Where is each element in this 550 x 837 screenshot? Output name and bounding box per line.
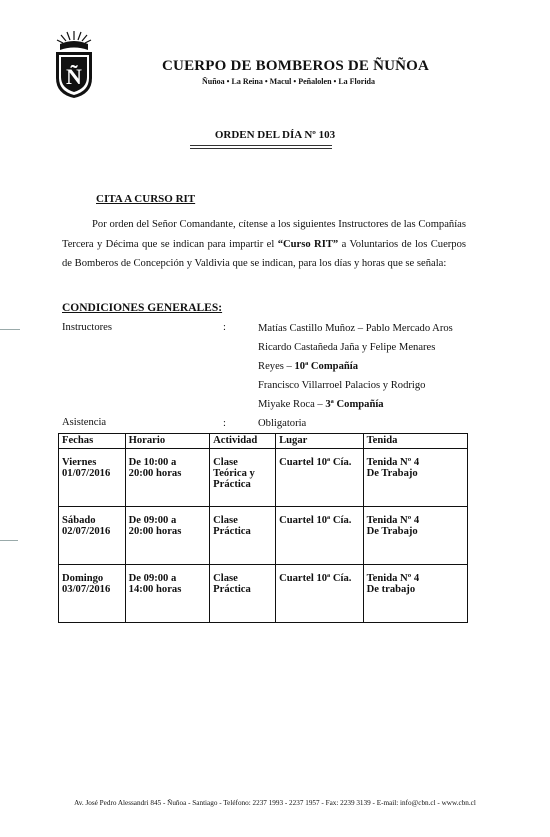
- table-row: [59, 565, 468, 623]
- attire-line: Tenida Nº 4: [366, 573, 420, 584]
- attendance-value: Obligatoria: [258, 418, 307, 429]
- instructors-label: Instructores: [62, 322, 113, 333]
- order-title: ORDEN DEL DÍA Nº 103: [214, 129, 336, 141]
- fire-department-crest-logo: [50, 28, 98, 100]
- activity-line: Clase: [213, 457, 238, 468]
- cell-date: [59, 507, 126, 565]
- instructors-line-2: Ricardo Castañeda Jaña y Felipe Menares: [258, 342, 436, 353]
- cell-place: Cuartel 10ª Cía.: [276, 565, 364, 623]
- schedule-header-row: [59, 434, 468, 449]
- date-value: 02/07/2016: [62, 526, 111, 537]
- schedule-table: [58, 433, 468, 623]
- organization-name: CUERPO DE BOMBEROS DE ÑUÑOA: [162, 58, 430, 74]
- day-name: Viernes: [62, 457, 97, 468]
- instructors-colon: :: [223, 322, 226, 333]
- instructors-line-3: [258, 361, 358, 372]
- cell-time: [125, 565, 210, 623]
- activity-line: Teórica y: [213, 468, 255, 479]
- header-fechas: Fechas: [59, 434, 126, 449]
- cell-attire: [363, 449, 467, 507]
- title-underline-second: [190, 148, 332, 149]
- attire-line: Tenida Nº 4: [366, 457, 420, 468]
- attire-line: De Trabajo: [366, 526, 418, 537]
- intro-part-1: Por orden del Señor Comandante, cítense a los siguientes Instructores de las Compañías Tercera y Décima que se indican para impartir el: [62, 219, 466, 250]
- footer-contact: Av. José Pedro Alessandri 845 - Ñuñoa - Santiago - Teléfono: 2237 1993 - 2237 1957 - Fax: 2239 3139 - E-mail: info@cbn.cl - www.cbn.cl: [74, 799, 476, 807]
- time-to: 14:00 horas: [128, 584, 182, 595]
- day-name: Sábado: [62, 515, 96, 526]
- header-tenida: Tenida: [363, 434, 467, 449]
- title-underline: [190, 145, 332, 146]
- cell-attire: [363, 507, 467, 565]
- cell-date: [59, 449, 126, 507]
- time-from: De 09:00 a: [128, 515, 177, 526]
- organization-communes: Ñuñoa • La Reina • Macul • Peñalolen • La Florida: [202, 77, 375, 86]
- time-to: 20:00 horas: [128, 526, 182, 537]
- attendance-label: Asistencia: [62, 417, 107, 428]
- conditions-title: CONDICIONES GENERALES:: [62, 302, 223, 314]
- cell-activity: [210, 449, 276, 507]
- header-horario: Horario: [125, 434, 210, 449]
- day-name: Domingo: [62, 573, 104, 584]
- table-row: [59, 449, 468, 507]
- attire-line: De trabajo: [366, 584, 416, 595]
- attire-line: Tenida Nº 4: [366, 515, 420, 526]
- time-from: De 10:00 a: [128, 457, 177, 468]
- cell-time: [125, 449, 210, 507]
- scan-mark: [0, 329, 20, 330]
- intro-part-2: a Voluntarios de los Cuerpos de Bomberos de Concepción y Valdivia que se indican, para los días y horas que se señala:: [62, 238, 467, 269]
- header-lugar: Lugar: [276, 434, 364, 449]
- activity-line: Práctica: [213, 526, 251, 537]
- activity-line: Clase: [213, 515, 238, 526]
- section-title-cita: CITA A CURSO RIT: [96, 193, 196, 205]
- header-actividad: Actividad: [210, 434, 276, 449]
- cell-place: Cuartel 10ª Cía.: [276, 507, 364, 565]
- activity-line: Clase: [213, 573, 238, 584]
- instructors-line-1: Matías Castillo Muñoz – Pablo Mercado Aros: [258, 323, 453, 334]
- cell-activity: [210, 507, 276, 565]
- date-value: 01/07/2016: [62, 468, 111, 479]
- cell-time: [125, 507, 210, 565]
- crest-letter: Ñ: [66, 64, 82, 89]
- date-value: 03/07/2016: [62, 584, 111, 595]
- company-3-label: 3ª Compañía: [325, 399, 384, 410]
- time-to: 20:00 horas: [128, 468, 182, 479]
- activity-line: Práctica: [213, 584, 251, 595]
- scan-mark: [0, 540, 18, 541]
- attendance-colon: :: [223, 418, 226, 429]
- cell-activity: [210, 565, 276, 623]
- intro-paragraph: [62, 215, 466, 274]
- cell-attire: [363, 565, 467, 623]
- instructors-line-5-text: Miyake Roca –: [258, 399, 326, 410]
- cell-place: Cuartel 10ª Cía.: [276, 449, 364, 507]
- intro-course-name: “Curso RIT”: [277, 238, 339, 250]
- time-from: De 09:00 a: [128, 573, 177, 584]
- instructors-line-3-text: Reyes –: [258, 361, 295, 372]
- company-10-label: 10ª Compañía: [294, 361, 358, 372]
- table-row: [59, 507, 468, 565]
- cell-date: [59, 565, 126, 623]
- activity-line: Práctica: [213, 479, 251, 490]
- instructors-line-5: [258, 399, 384, 410]
- instructors-line-4: Francisco Villarroel Palacios y Rodrigo: [258, 380, 426, 391]
- attire-line: De Trabajo: [366, 468, 418, 479]
